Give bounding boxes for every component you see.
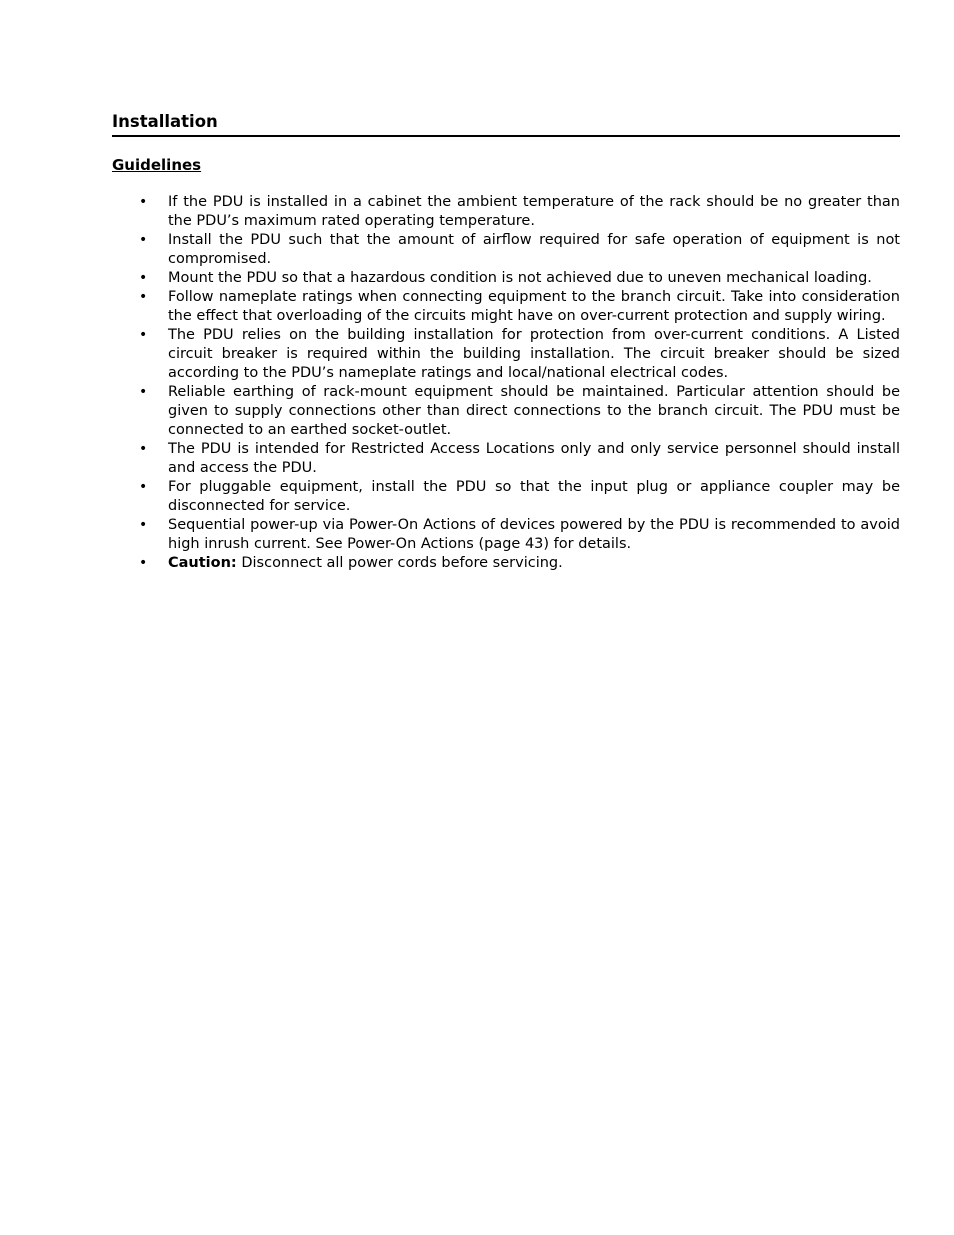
bullet-icon: • bbox=[139, 327, 148, 343]
list-item bbox=[112, 193, 900, 231]
list-item-text: Follow nameplate ratings when connecting equipment to the branch circuit. Take into consideration the effect that overloading of the circuits might have on over-current protection and supply wiring. bbox=[168, 289, 900, 324]
guidelines-heading: Guidelines bbox=[112, 156, 202, 174]
list-item-text: Install the PDU such that the amount of airflow required for safe operation of equipment is not compromised. bbox=[168, 232, 900, 267]
caution-item bbox=[112, 554, 900, 573]
bullet-icon: • bbox=[139, 232, 148, 248]
bullet-icon: • bbox=[139, 194, 148, 210]
guidelines-list bbox=[112, 193, 900, 573]
list-item bbox=[112, 440, 900, 478]
bullet-icon: • bbox=[139, 270, 148, 286]
list-item-text: The PDU is intended for Restricted Access Locations only and only service personnel should install and access the PDU. bbox=[168, 441, 900, 476]
list-item bbox=[112, 269, 900, 288]
list-item bbox=[112, 288, 900, 326]
list-item bbox=[112, 516, 900, 554]
caution-text: Disconnect all power cords before servicing. bbox=[236, 555, 563, 571]
list-item bbox=[112, 383, 900, 440]
bullet-icon: • bbox=[139, 555, 148, 571]
list-item-text: Sequential power-up via Power-On Actions of devices powered by the PDU is recommended to avoid high inrush current. See Power-On Actions (page 43) for details. bbox=[168, 517, 900, 552]
bullet-icon: • bbox=[139, 517, 148, 533]
list-item-text: For pluggable equipment, install the PDU so that the input plug or appliance coupler may be disconnected for service. bbox=[168, 479, 900, 514]
bullet-icon: • bbox=[139, 289, 148, 305]
caution-label: Caution: bbox=[168, 555, 237, 571]
list-item bbox=[112, 231, 900, 269]
section-title: Installation bbox=[112, 112, 900, 137]
list-item bbox=[112, 478, 900, 516]
bullet-icon: • bbox=[139, 441, 148, 457]
list-item-text: If the PDU is installed in a cabinet the ambient temperature of the rack should be no greater than the PDU’s maximum rated operating temperature. bbox=[168, 194, 900, 229]
bullet-icon: • bbox=[139, 479, 148, 495]
document-page bbox=[112, 112, 900, 573]
list-item bbox=[112, 326, 900, 383]
list-item-text: Reliable earthing of rack-mount equipment should be maintained. Particular attention should be given to supply connections other than direct connections to the branch circuit. The PDU must be connected to an earthed socket-outlet. bbox=[168, 384, 900, 438]
bullet-icon: • bbox=[139, 384, 148, 400]
list-item-text: The PDU relies on the building installation for protection from over-current conditions. A Listed circuit breaker is required within the building installation. The circuit breaker should be sized according to the PDU’s nameplate ratings and local/national electrical codes. bbox=[168, 327, 900, 381]
list-item-text: Mount the PDU so that a hazardous condition is not achieved due to uneven mechanical loading. bbox=[168, 270, 872, 286]
